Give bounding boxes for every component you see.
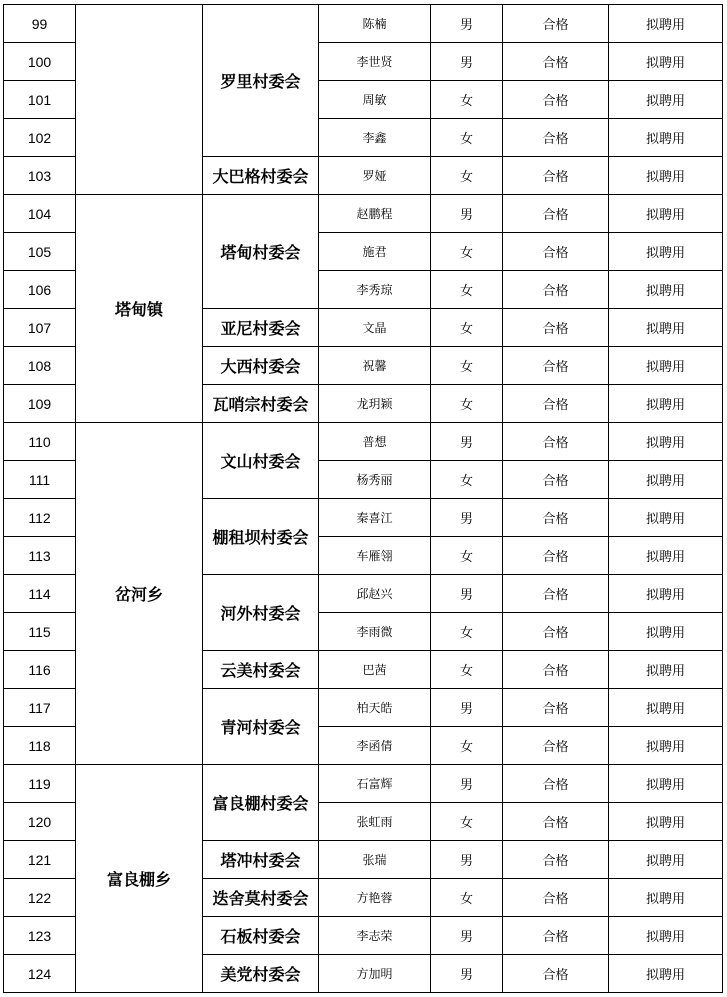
table-row bbox=[4, 765, 723, 803]
village-committee-cell: 瓦哨宗村委会 bbox=[203, 385, 319, 423]
result-cell: 合格 bbox=[503, 81, 609, 119]
row-number-cell: 109 bbox=[4, 385, 76, 423]
result-cell: 合格 bbox=[503, 727, 609, 765]
row-number-cell: 103 bbox=[4, 157, 76, 195]
status-cell: 拟聘用 bbox=[609, 651, 723, 689]
result-cell: 合格 bbox=[503, 309, 609, 347]
row-number-cell: 119 bbox=[4, 765, 76, 803]
result-cell: 合格 bbox=[503, 613, 609, 651]
result-cell: 合格 bbox=[503, 499, 609, 537]
status-cell: 拟聘用 bbox=[609, 309, 723, 347]
name-cell: 施君 bbox=[319, 233, 431, 271]
row-number-cell: 122 bbox=[4, 879, 76, 917]
result-cell: 合格 bbox=[503, 195, 609, 233]
gender-cell: 男 bbox=[431, 423, 503, 461]
status-cell: 拟聘用 bbox=[609, 43, 723, 81]
name-cell: 赵鹏程 bbox=[319, 195, 431, 233]
row-number-cell: 123 bbox=[4, 917, 76, 955]
gender-cell: 男 bbox=[431, 955, 503, 993]
village-committee-cell: 云美村委会 bbox=[203, 651, 319, 689]
name-cell: 方加明 bbox=[319, 955, 431, 993]
result-cell: 合格 bbox=[503, 765, 609, 803]
row-number-cell: 110 bbox=[4, 423, 76, 461]
status-cell: 拟聘用 bbox=[609, 271, 723, 309]
name-cell: 普想 bbox=[319, 423, 431, 461]
village-committee-cell: 罗里村委会 bbox=[203, 5, 319, 157]
result-cell: 合格 bbox=[503, 423, 609, 461]
result-cell: 合格 bbox=[503, 537, 609, 575]
status-cell: 拟聘用 bbox=[609, 157, 723, 195]
table-row bbox=[4, 195, 723, 233]
name-cell: 张瑞 bbox=[319, 841, 431, 879]
status-cell: 拟聘用 bbox=[609, 689, 723, 727]
name-cell: 陈楠 bbox=[319, 5, 431, 43]
name-cell: 李函倩 bbox=[319, 727, 431, 765]
row-number-cell: 104 bbox=[4, 195, 76, 233]
gender-cell: 女 bbox=[431, 119, 503, 157]
village-committee-cell: 亚尼村委会 bbox=[203, 309, 319, 347]
row-number-cell: 106 bbox=[4, 271, 76, 309]
gender-cell: 女 bbox=[431, 727, 503, 765]
name-cell: 李秀琼 bbox=[319, 271, 431, 309]
gender-cell: 女 bbox=[431, 309, 503, 347]
gender-cell: 男 bbox=[431, 917, 503, 955]
result-cell: 合格 bbox=[503, 841, 609, 879]
name-cell: 邱赵兴 bbox=[319, 575, 431, 613]
gender-cell: 男 bbox=[431, 689, 503, 727]
village-committee-cell: 富良棚村委会 bbox=[203, 765, 319, 841]
result-cell: 合格 bbox=[503, 347, 609, 385]
gender-cell: 男 bbox=[431, 43, 503, 81]
status-cell: 拟聘用 bbox=[609, 879, 723, 917]
gender-cell: 女 bbox=[431, 537, 503, 575]
name-cell: 李鑫 bbox=[319, 119, 431, 157]
township-cell bbox=[76, 5, 203, 195]
village-committee-cell: 青河村委会 bbox=[203, 689, 319, 765]
recruitment-table bbox=[3, 4, 723, 993]
result-cell: 合格 bbox=[503, 271, 609, 309]
row-number-cell: 116 bbox=[4, 651, 76, 689]
row-number-cell: 111 bbox=[4, 461, 76, 499]
township-cell: 岔河乡 bbox=[76, 423, 203, 765]
gender-cell: 女 bbox=[431, 347, 503, 385]
name-cell: 罗娅 bbox=[319, 157, 431, 195]
row-number-cell: 118 bbox=[4, 727, 76, 765]
gender-cell: 女 bbox=[431, 651, 503, 689]
status-cell: 拟聘用 bbox=[609, 81, 723, 119]
name-cell: 李雨微 bbox=[319, 613, 431, 651]
status-cell: 拟聘用 bbox=[609, 233, 723, 271]
status-cell: 拟聘用 bbox=[609, 765, 723, 803]
status-cell: 拟聘用 bbox=[609, 499, 723, 537]
status-cell: 拟聘用 bbox=[609, 195, 723, 233]
gender-cell: 男 bbox=[431, 195, 503, 233]
result-cell: 合格 bbox=[503, 385, 609, 423]
name-cell: 车雁翎 bbox=[319, 537, 431, 575]
status-cell: 拟聘用 bbox=[609, 119, 723, 157]
name-cell: 周敏 bbox=[319, 81, 431, 119]
gender-cell: 女 bbox=[431, 879, 503, 917]
table-row bbox=[4, 5, 723, 43]
row-number-cell: 112 bbox=[4, 499, 76, 537]
township-cell: 塔甸镇 bbox=[76, 195, 203, 423]
village-committee-cell: 河外村委会 bbox=[203, 575, 319, 651]
name-cell: 李志荣 bbox=[319, 917, 431, 955]
village-committee-cell: 文山村委会 bbox=[203, 423, 319, 499]
row-number-cell: 124 bbox=[4, 955, 76, 993]
village-committee-cell: 塔冲村委会 bbox=[203, 841, 319, 879]
village-committee-cell: 大巴格村委会 bbox=[203, 157, 319, 195]
row-number-cell: 113 bbox=[4, 537, 76, 575]
status-cell: 拟聘用 bbox=[609, 841, 723, 879]
gender-cell: 女 bbox=[431, 803, 503, 841]
village-committee-cell: 塔甸村委会 bbox=[203, 195, 319, 309]
gender-cell: 男 bbox=[431, 5, 503, 43]
name-cell: 李世贤 bbox=[319, 43, 431, 81]
gender-cell: 男 bbox=[431, 575, 503, 613]
status-cell: 拟聘用 bbox=[609, 461, 723, 499]
table-row bbox=[4, 423, 723, 461]
row-number-cell: 114 bbox=[4, 575, 76, 613]
status-cell: 拟聘用 bbox=[609, 385, 723, 423]
village-committee-cell: 美党村委会 bbox=[203, 955, 319, 993]
result-cell: 合格 bbox=[503, 575, 609, 613]
result-cell: 合格 bbox=[503, 651, 609, 689]
name-cell: 杨秀丽 bbox=[319, 461, 431, 499]
name-cell: 秦喜江 bbox=[319, 499, 431, 537]
gender-cell: 男 bbox=[431, 765, 503, 803]
gender-cell: 女 bbox=[431, 271, 503, 309]
row-number-cell: 115 bbox=[4, 613, 76, 651]
result-cell: 合格 bbox=[503, 689, 609, 727]
gender-cell: 女 bbox=[431, 461, 503, 499]
name-cell: 石富辉 bbox=[319, 765, 431, 803]
status-cell: 拟聘用 bbox=[609, 917, 723, 955]
gender-cell: 女 bbox=[431, 233, 503, 271]
result-cell: 合格 bbox=[503, 43, 609, 81]
gender-cell: 女 bbox=[431, 385, 503, 423]
row-number-cell: 101 bbox=[4, 81, 76, 119]
status-cell: 拟聘用 bbox=[609, 803, 723, 841]
row-number-cell: 102 bbox=[4, 119, 76, 157]
gender-cell: 女 bbox=[431, 81, 503, 119]
name-cell: 方艳蓉 bbox=[319, 879, 431, 917]
result-cell: 合格 bbox=[503, 461, 609, 499]
row-number-cell: 105 bbox=[4, 233, 76, 271]
gender-cell: 女 bbox=[431, 613, 503, 651]
result-cell: 合格 bbox=[503, 803, 609, 841]
status-cell: 拟聘用 bbox=[609, 5, 723, 43]
name-cell: 龙玥颖 bbox=[319, 385, 431, 423]
result-cell: 合格 bbox=[503, 955, 609, 993]
result-cell: 合格 bbox=[503, 119, 609, 157]
result-cell: 合格 bbox=[503, 233, 609, 271]
status-cell: 拟聘用 bbox=[609, 955, 723, 993]
gender-cell: 女 bbox=[431, 157, 503, 195]
row-number-cell: 100 bbox=[4, 43, 76, 81]
row-number-cell: 117 bbox=[4, 689, 76, 727]
township-cell: 富良棚乡 bbox=[76, 765, 203, 993]
name-cell: 柏天皓 bbox=[319, 689, 431, 727]
result-cell: 合格 bbox=[503, 157, 609, 195]
village-committee-cell: 棚租坝村委会 bbox=[203, 499, 319, 575]
row-number-cell: 120 bbox=[4, 803, 76, 841]
status-cell: 拟聘用 bbox=[609, 423, 723, 461]
village-committee-cell: 迭舍莫村委会 bbox=[203, 879, 319, 917]
gender-cell: 男 bbox=[431, 841, 503, 879]
result-cell: 合格 bbox=[503, 5, 609, 43]
status-cell: 拟聘用 bbox=[609, 575, 723, 613]
row-number-cell: 121 bbox=[4, 841, 76, 879]
status-cell: 拟聘用 bbox=[609, 347, 723, 385]
gender-cell: 男 bbox=[431, 499, 503, 537]
name-cell: 张虹雨 bbox=[319, 803, 431, 841]
status-cell: 拟聘用 bbox=[609, 613, 723, 651]
village-committee-cell: 石板村委会 bbox=[203, 917, 319, 955]
result-cell: 合格 bbox=[503, 879, 609, 917]
name-cell: 文晶 bbox=[319, 309, 431, 347]
result-cell: 合格 bbox=[503, 917, 609, 955]
name-cell: 巴茜 bbox=[319, 651, 431, 689]
row-number-cell: 99 bbox=[4, 5, 76, 43]
village-committee-cell: 大西村委会 bbox=[203, 347, 319, 385]
status-cell: 拟聘用 bbox=[609, 727, 723, 765]
name-cell: 祝馨 bbox=[319, 347, 431, 385]
status-cell: 拟聘用 bbox=[609, 537, 723, 575]
row-number-cell: 108 bbox=[4, 347, 76, 385]
row-number-cell: 107 bbox=[4, 309, 76, 347]
